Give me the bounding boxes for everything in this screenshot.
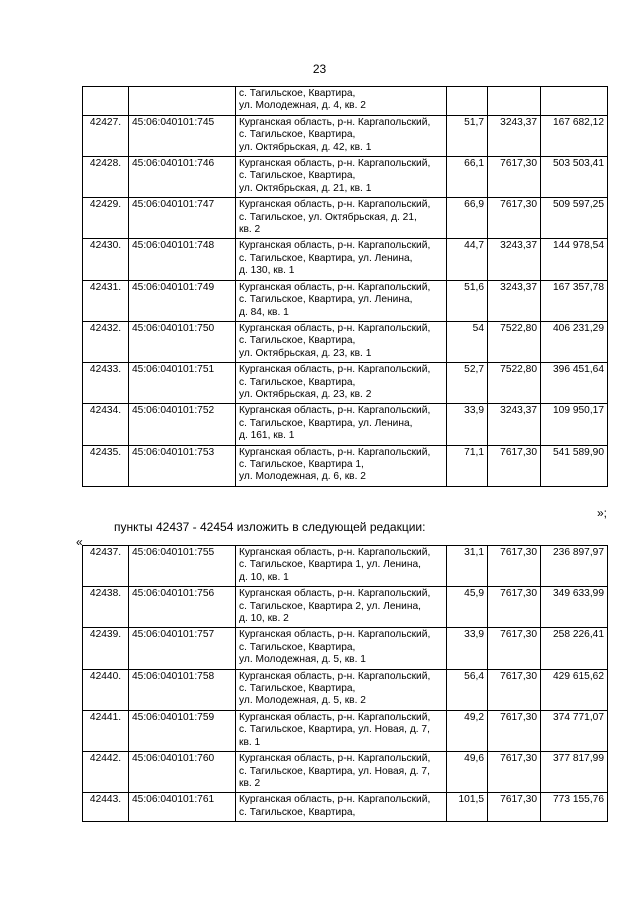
property-table-continued: [82, 86, 608, 487]
address-cell: [236, 321, 447, 362]
table-row: [83, 239, 608, 280]
row-number-cell: 42437.: [83, 546, 129, 587]
cadastral-cost-cell: 541 589,90: [541, 445, 608, 486]
address-line: с. Тагильское, Квартира, ул. Новая, д. 7,: [239, 765, 430, 777]
address-line: с. Тагильское, Квартира,: [239, 129, 356, 141]
cadastral-number-cell: 45:06:040101:752: [129, 404, 236, 445]
row-number-cell: 42433.: [83, 363, 129, 404]
address-line: ул. Молодежная, д. 6, кв. 2: [239, 471, 366, 483]
address-line: Курганская область, р-н. Каргапольский,: [239, 240, 431, 252]
address-cell: [236, 157, 447, 198]
address-line: Курганская область, р-н. Каргапольский,: [239, 547, 431, 558]
unit-price-cell: 7617,30: [488, 198, 541, 239]
address-cell: [236, 546, 447, 587]
area-cell: 49,6: [447, 752, 488, 793]
table-row: [83, 710, 608, 751]
unit-price-cell: 7617,30: [488, 669, 541, 710]
unit-price-cell: 3243,37: [488, 239, 541, 280]
area-cell: 66,1: [447, 157, 488, 198]
cadastral-cost-cell: 349 633,99: [541, 587, 608, 628]
address-line: Курганская область, р-н. Каргапольский,: [239, 629, 431, 641]
address-line: с. Тагильское, Квартира, ул. Ленина,: [239, 252, 413, 264]
address-line: с. Тагильское, Квартира,: [239, 170, 356, 182]
cadastral-number-cell: 45:06:040101:745: [129, 115, 236, 156]
address-cell: [236, 793, 447, 822]
address-cell: [236, 752, 447, 793]
address-line: Курганская область, р-н. Каргапольский,: [239, 116, 431, 128]
address-line: Курганская область, р-н. Каргапольский,: [239, 281, 431, 293]
address-line: д. 10, кв. 2: [239, 613, 289, 625]
cadastral-cost-cell: 509 597,25: [541, 198, 608, 239]
address-line: ул. Октябрьская, д. 21, кв. 1: [239, 182, 372, 194]
unit-price-cell: 7617,30: [488, 628, 541, 669]
address-line: д. 130, кв. 1: [239, 265, 295, 277]
cadastral-number-cell: [129, 87, 236, 116]
cadastral-cost-cell: 167 682,12: [541, 115, 608, 156]
cadastral-cost-cell: 258 226,41: [541, 628, 608, 669]
address-line: ул. Молодежная, д. 5, кв. 2: [239, 695, 366, 707]
area-cell: 101,5: [447, 793, 488, 822]
address-line: ул. Октябрьская, д. 23, кв. 1: [239, 347, 372, 359]
row-number-cell: 42441.: [83, 710, 129, 751]
address-cell: [236, 404, 447, 445]
cadastral-number-cell: 45:06:040101:750: [129, 321, 236, 362]
cadastral-number-cell: 45:06:040101:751: [129, 363, 236, 404]
area-cell: 51,7: [447, 115, 488, 156]
unit-price-cell: 7617,30: [488, 793, 541, 822]
address-line: ул. Молодежная, д. 5, кв. 1: [239, 654, 366, 666]
address-line: Курганская область, р-н. Каргапольский,: [239, 711, 431, 723]
address-line: Курганская область, р-н. Каргапольский,: [239, 446, 431, 458]
address-line: с. Тагильское, Квартира,: [239, 683, 356, 695]
row-number-cell: 42430.: [83, 239, 129, 280]
area-cell: 33,9: [447, 628, 488, 669]
table-row: [83, 546, 608, 587]
row-number-cell: 42442.: [83, 752, 129, 793]
address-line: Курганская область, р-н. Каргапольский,: [239, 588, 431, 600]
table-row: [83, 445, 608, 486]
table-row: [83, 115, 608, 156]
cadastral-cost-cell: 167 357,78: [541, 280, 608, 321]
row-number-cell: 42438.: [83, 587, 129, 628]
unit-price-cell: 7617,30: [488, 587, 541, 628]
address-line: Курганская область, р-н. Каргапольский,: [239, 753, 431, 765]
address-cell: [236, 115, 447, 156]
area-cell: 56,4: [447, 669, 488, 710]
cadastral-cost-cell: 109 950,17: [541, 404, 608, 445]
address-line: д. 10, кв. 1: [239, 571, 289, 583]
address-line: с. Тагильское, Квартира, ул. Ленина,: [239, 294, 413, 306]
table-row: [83, 157, 608, 198]
address-line: с. Тагильское, Квартира,: [239, 88, 356, 99]
table-row: [83, 321, 608, 362]
row-number-cell: 42429.: [83, 198, 129, 239]
address-line: Курганская область, р-н. Каргапольский,: [239, 405, 431, 417]
address-line: с. Тагильское, Квартира,: [239, 335, 356, 347]
table-row: [83, 404, 608, 445]
address-line: д. 161, кв. 1: [239, 430, 295, 442]
cadastral-cost-cell: 773 155,76: [541, 793, 608, 822]
row-number-cell: 42432.: [83, 321, 129, 362]
area-cell: 54: [447, 321, 488, 362]
row-number-cell: 42443.: [83, 793, 129, 822]
address-line: с. Тагильское, Квартира, ул. Ленина,: [239, 417, 413, 429]
table-row: [83, 628, 608, 669]
address-line: Курганская область, р-н. Каргапольский,: [239, 670, 431, 682]
area-cell: 66,9: [447, 198, 488, 239]
address-line: с. Тагильское, Квартира 2, ул. Ленина,: [239, 600, 421, 612]
area-cell: 71,1: [447, 445, 488, 486]
page-number: 23: [312, 62, 327, 76]
address-cell: [236, 87, 447, 116]
area-cell: 49,2: [447, 710, 488, 751]
table-row: [83, 280, 608, 321]
table-row: [83, 363, 608, 404]
address-cell: [236, 198, 447, 239]
address-line: Курганская область, р-н. Каргапольский,: [239, 364, 431, 376]
property-table-amended: [82, 545, 608, 822]
address-line: ул. Молодежная, д. 4, кв. 2: [239, 100, 366, 112]
address-cell: [236, 239, 447, 280]
cadastral-cost-cell: [541, 87, 608, 116]
address-line: с. Тагильское, Квартира,: [239, 376, 356, 388]
cadastral-number-cell: 45:06:040101:753: [129, 445, 236, 486]
table-row: [83, 669, 608, 710]
address-line: с. Тагильское, Квартира,: [239, 806, 356, 818]
address-cell: [236, 710, 447, 751]
cadastral-number-cell: 45:06:040101:757: [129, 628, 236, 669]
table-row: [83, 793, 608, 822]
cadastral-number-cell: 45:06:040101:749: [129, 280, 236, 321]
cadastral-number-cell: 45:06:040101:755: [129, 546, 236, 587]
cadastral-number-cell: 45:06:040101:759: [129, 710, 236, 751]
unit-price-cell: [488, 87, 541, 116]
address-line: с. Тагильское, Квартира,: [239, 641, 356, 653]
address-line: Курганская область, р-н. Каргапольский,: [239, 158, 431, 170]
address-line: с. Тагильское, Квартира 1, ул. Ленина,: [239, 559, 421, 571]
unit-price-cell: 7617,30: [488, 546, 541, 587]
cadastral-number-cell: 45:06:040101:758: [129, 669, 236, 710]
address-cell: [236, 363, 447, 404]
amendment-instruction: пункты 42437 - 42454 изложить в следующей редакции:: [114, 520, 426, 534]
unit-price-cell: 7617,30: [488, 157, 541, 198]
cadastral-number-cell: 45:06:040101:756: [129, 587, 236, 628]
row-number-cell: 42439.: [83, 628, 129, 669]
row-number-cell: 42428.: [83, 157, 129, 198]
address-line: ул. Октябрьская, д. 23, кв. 2: [239, 388, 372, 400]
address-cell: [236, 587, 447, 628]
opening-quote-mark: «: [76, 535, 83, 549]
cadastral-cost-cell: 406 231,29: [541, 321, 608, 362]
area-cell: 45,9: [447, 587, 488, 628]
address-line: с. Тагильское, Квартира, ул. Новая, д. 7,: [239, 724, 430, 736]
address-line: Курганская область, р-н. Каргапольский,: [239, 199, 431, 211]
cadastral-number-cell: 45:06:040101:747: [129, 198, 236, 239]
row-number-cell: 42431.: [83, 280, 129, 321]
table-row: [83, 587, 608, 628]
table-row: [83, 752, 608, 793]
cadastral-cost-cell: 503 503,41: [541, 157, 608, 198]
address-line: с. Тагильское, Квартира 1,: [239, 458, 364, 470]
cadastral-number-cell: 45:06:040101:760: [129, 752, 236, 793]
address-line: Курганская область, р-н. Каргапольский,: [239, 322, 431, 334]
unit-price-cell: 3243,37: [488, 404, 541, 445]
area-cell: 44,7: [447, 239, 488, 280]
closing-quote-mark: »;: [597, 506, 608, 520]
row-number-cell: 42440.: [83, 669, 129, 710]
unit-price-cell: 7522,80: [488, 363, 541, 404]
cadastral-cost-cell: 396 451,64: [541, 363, 608, 404]
table-row: [83, 87, 608, 116]
cadastral-number-cell: 45:06:040101:746: [129, 157, 236, 198]
area-cell: 33,9: [447, 404, 488, 445]
row-number-cell: 42427.: [83, 115, 129, 156]
address-cell: [236, 445, 447, 486]
unit-price-cell: 7522,80: [488, 321, 541, 362]
address-cell: [236, 669, 447, 710]
unit-price-cell: 7617,30: [488, 710, 541, 751]
address-line: кв. 2: [239, 777, 261, 789]
cadastral-cost-cell: 236 897,97: [541, 546, 608, 587]
address-line: Курганская область, р-н. Каргапольский,: [239, 794, 431, 806]
address-line: с. Тагильское, ул. Октябрьская, д. 21,: [239, 211, 417, 223]
row-number-cell: 42435.: [83, 445, 129, 486]
address-line: кв. 1: [239, 736, 261, 748]
area-cell: 52,7: [447, 363, 488, 404]
cadastral-number-cell: 45:06:040101:748: [129, 239, 236, 280]
cadastral-cost-cell: 144 978,54: [541, 239, 608, 280]
area-cell: 31,1: [447, 546, 488, 587]
address-cell: [236, 628, 447, 669]
cadastral-cost-cell: 374 771,07: [541, 710, 608, 751]
unit-price-cell: 3243,37: [488, 280, 541, 321]
address-line: кв. 2: [239, 224, 261, 236]
table-row: [83, 198, 608, 239]
cadastral-number-cell: 45:06:040101:761: [129, 793, 236, 822]
unit-price-cell: 7617,30: [488, 445, 541, 486]
unit-price-cell: 3243,37: [488, 115, 541, 156]
address-cell: [236, 280, 447, 321]
area-cell: 51,6: [447, 280, 488, 321]
unit-price-cell: 7617,30: [488, 752, 541, 793]
row-number-cell: 42434.: [83, 404, 129, 445]
cadastral-cost-cell: 429 615,62: [541, 669, 608, 710]
address-line: ул. Октябрьская, д. 42, кв. 1: [239, 141, 372, 153]
row-number-cell: [83, 87, 129, 116]
address-line: д. 84, кв. 1: [239, 306, 289, 318]
cadastral-cost-cell: 377 817,99: [541, 752, 608, 793]
area-cell: [447, 87, 488, 116]
